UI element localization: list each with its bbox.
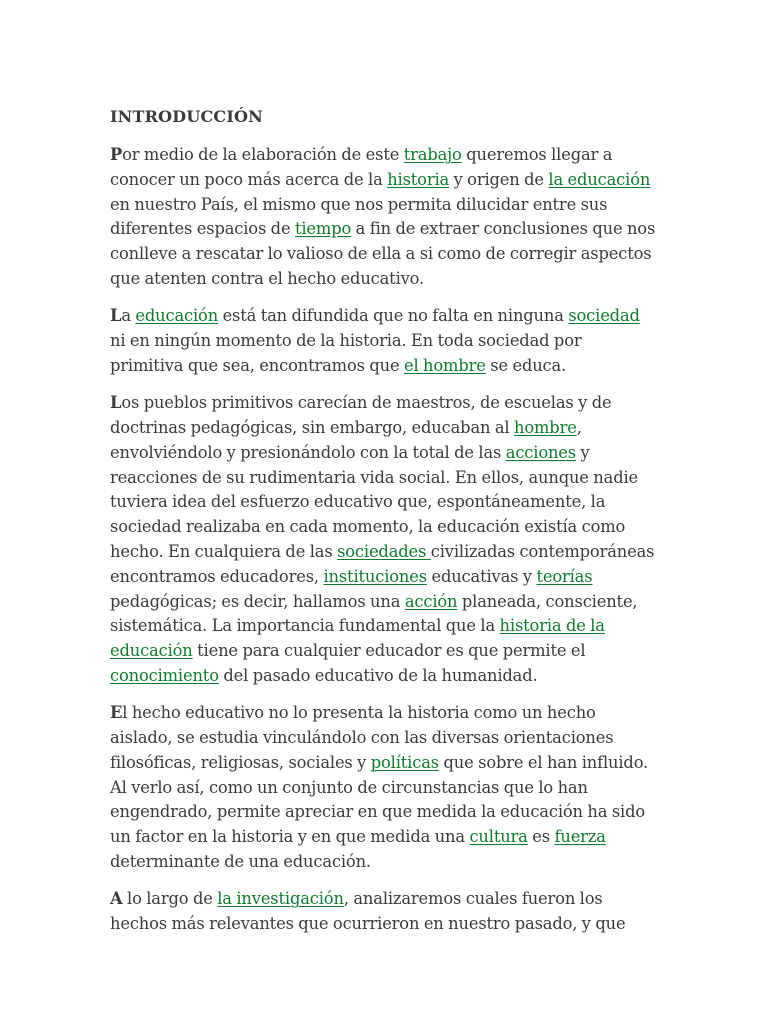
- link-cultura[interactable]: cultura: [469, 827, 528, 847]
- link-fuerza[interactable]: fuerza: [554, 827, 606, 847]
- link-la-investigacion[interactable]: la investigación: [217, 889, 344, 909]
- link-historia[interactable]: historia: [387, 169, 450, 189]
- link-accion[interactable]: acción: [404, 591, 458, 611]
- text-span: ni en ningún momento de la historia. En toda sociedad por primitiva que sea, encontramos que: [110, 331, 582, 375]
- link-sociedades[interactable]: sociedades: [337, 541, 431, 561]
- text-span: os pueblos primitivos carecían de maestros, de escuelas y de doctrinas pedagógicas, sin embargo, educaban al: [110, 393, 612, 437]
- document-page: [110, 104, 656, 949]
- text-span: que sobre el han influido. Al verlo así, como un conjunto de circunstancias que lo han engendrado, permite apreciar en que medida la educación ha sido un factor en la historia y en que medida una: [110, 752, 649, 847]
- text-span: y reacciones de su rudimentaria vida social. En ellos, aunque nadie tuviera idea del esfuerzo educativo que, espontáneamente, la sociedad realizaba en cada momento, la educación existía como hecho. En cualquiera de las: [110, 442, 639, 561]
- text-span: , analizaremos cuales fueron los hechos más relevantes que ocurrieron en nuestro pasado, y que: [110, 889, 626, 934]
- link-educacion[interactable]: educación: [135, 306, 219, 326]
- text-span: está tan difundida que no falta en ninguna: [218, 306, 569, 326]
- link-el-hombre[interactable]: el hombre: [403, 355, 486, 375]
- document-title: INTRODUCCIÓN: [110, 107, 263, 126]
- text-span: queremos llegar a conocer un poco más acerca de la: [110, 145, 613, 189]
- link-hombre[interactable]: hombre: [514, 417, 577, 437]
- initial-letter: E: [110, 703, 123, 723]
- initial-letter: L: [110, 393, 122, 413]
- paragraph-2: [110, 304, 656, 378]
- text-span: a: [121, 306, 136, 326]
- text-span: en nuestro País, el mismo que nos permita dilucidar entre sus diferentes espacios de: [110, 194, 608, 239]
- text-span: lo largo de: [122, 889, 218, 909]
- initial-letter: P: [110, 145, 123, 164]
- link-teorias[interactable]: teorías: [536, 566, 593, 586]
- text-span: civilizadas contemporáneas encontramos educadores,: [110, 541, 655, 586]
- text-span: pedagógicas; es decir, hallamos una: [110, 591, 405, 611]
- link-historia-de-la-educacion[interactable]: historia de la educación: [110, 616, 605, 661]
- text-span: tiene para cualquier educador es que permite el: [192, 641, 586, 661]
- link-acciones[interactable]: acciones: [505, 442, 576, 462]
- link-trabajo[interactable]: trabajo: [403, 145, 462, 164]
- link-conocimiento[interactable]: conocimiento: [110, 665, 219, 685]
- text-span: educativas y: [426, 566, 537, 586]
- link-instituciones[interactable]: instituciones: [323, 566, 427, 586]
- text-span: or medio de la elaboración de este: [122, 145, 404, 164]
- paragraph-1: [110, 143, 656, 292]
- initial-letter: L: [110, 306, 122, 326]
- text-span: l hecho educativo no lo presenta la historia como un hecho aislado, se estudia vinculándolo con las diversas orientaciones filosóficas, religiosas, sociales y: [110, 703, 614, 772]
- text-span: se educa.: [485, 355, 567, 375]
- link-sociedad[interactable]: sociedad: [568, 306, 640, 326]
- paragraph-5: [110, 887, 656, 937]
- link-la-educacion[interactable]: la educación: [548, 169, 651, 189]
- text-span: y origen de: [449, 169, 549, 189]
- text-span: , envolviéndolo y presionándolo con la total de las: [110, 417, 582, 462]
- initial-letter: A: [110, 889, 123, 909]
- text-span: a fin de extraer conclusiones que nos conlleve a rescatar lo valioso de ella a si como de corregir aspectos que atenten contra el hecho educativo.: [110, 219, 656, 288]
- paragraph-3: [110, 391, 656, 689]
- text-span: determinante de una educación.: [110, 852, 371, 872]
- paragraph-4: [110, 701, 656, 875]
- link-tiempo[interactable]: tiempo: [294, 219, 352, 239]
- text-span: del pasado educativo de la humanidad.: [218, 665, 538, 685]
- text-span: planeada, consciente, sistemática. La importancia fundamental que la: [110, 591, 638, 636]
- text-span: es: [527, 827, 555, 847]
- link-politicas[interactable]: políticas: [370, 752, 439, 772]
